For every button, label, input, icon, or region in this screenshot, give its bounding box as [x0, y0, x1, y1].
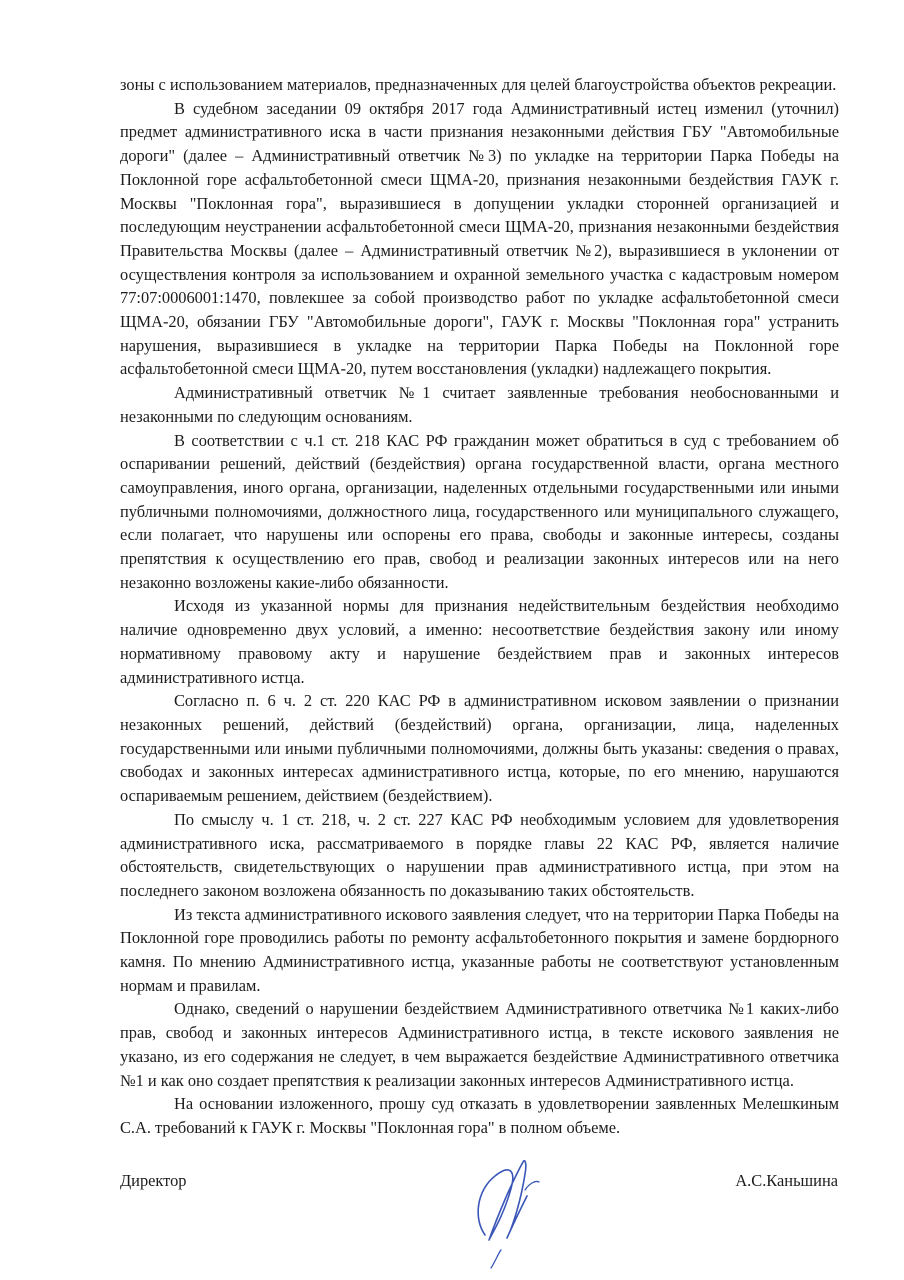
signatory-role: Директор — [120, 1171, 187, 1190]
paragraph-3: Административный ответчик №1 считает заявленные требования необоснованными и незаконными по следующим основаниям. — [120, 383, 839, 426]
paragraph-8: Из текста административного искового заявления следует, что на территории Парка Победы на Поклонной горе проводились работы по ремонту асфальтобетонного покрытия и замене бордюрного камня. По мнению Административного истца, указанные работы не соответствуют установленным нормам и правилам. — [120, 904, 839, 995]
paragraph-9: Однако, сведений о нарушении бездействием Административного ответчика №1 каких-либо прав, свобод и законных интересов Административного истца, в тексте искового заявления не указано, из его содержания не следует, в чем выражается бездействие Административного ответчика №1 и как оно создает препятствия к реализации законных интересов Административного истца. — [120, 999, 839, 1090]
handwritten-signature — [455, 1140, 565, 1270]
signatory-name: А.С.Каньшина — [735, 1171, 838, 1190]
paragraph-5: Исходя из указанной нормы для признания недействительным бездействия необходимо наличие одновременно двух условий, а именно: несоответствие бездействия закону или иному нормативному правовому акту и нарушение бездействием прав и законных интересов административного истца. — [120, 596, 839, 687]
paragraph-10: На основании изложенного, прошу суд отказать в удовлетворении заявленных Мелешкиным С.А. требований к ГАУК г. Москвы "Поклонная гора" в полном объеме. — [120, 1094, 839, 1137]
paragraph-6: Согласно п. 6 ч. 2 ст. 220 КАС РФ в административном исковом заявлении о признании незаконных решений, действий (бездействий) органа, организации, лица, наделенных государственными или иными публичными полномочиями, должны быть указаны: сведения о правах, свободах и законных интересах административного истца, которые, по его мнению, нарушаются оспариваемым решением, действием (бездействием). — [120, 691, 839, 806]
document-body — [120, 73, 839, 1140]
paragraph-4: В соответствии с ч.1 ст. 218 КАС РФ гражданин может обратиться в суд с требованием об оспаривании решений, действий (бездействия) органа государственной власти, органа местного самоуправления, иного органа, организации, наделенных отдельными государственными или иными публичными полномочиями, должностного лица, государственного или муниципального служащего, если полагает, что нарушены или оспорены его права, свободы и законные интересы, созданы препятствия к осуществлению его прав, свобод и реализации законных интересов или на него незаконно возложены какие-либо обязанности. — [120, 430, 839, 592]
paragraph-2: В судебном заседании 09 октября 2017 года Административный истец изменил (уточнил) предмет административного иска в части признания незаконными действия ГБУ "Автомобильные дороги" (далее – Административный ответчик №3) по укладке на территории Парка Победы на Поклонной горе асфальтобетонной смеси ЩМА-20, признания незаконными бездействия ГАУК г. Москвы "Поклонная гора", выразившиеся в допущении укладки сторонней организацией и последующим неустранении асфальтобетонной смеси ЩМА-20, признания незаконными бездействия Правительства Москвы (далее – Административный ответчик №2), выразившиеся в уклонении от осуществления контроля за использованием и охранной земельного участка с кадастровым номером 77:07:0006001:1470, повлекшее за собой производство работ по укладке асфальтобетонной смеси ЩМА-20, обязании ГБУ "Автомобильные дороги", ГАУК г. Москвы "Поклонная гора" устранить нарушения, выразившиеся в укладке на территории Парка Победы на Поклонной горе асфальтобетонной смеси ЩМА-20, путем восстановления (укладки) надлежащего покрытия. — [120, 98, 839, 379]
paragraph-7: По смыслу ч. 1 ст. 218, ч. 2 ст. 227 КАС РФ необходимым условием для удовлетворения административного иска, рассматриваемого в порядке главы 22 КАС РФ, является наличие обстоятельств, свидетельствующих о нарушении прав административного истца, при этом на последнего законом возложена обязанность по доказыванию таких обстоятельств. — [120, 809, 839, 900]
paragraph-1: зоны с использованием материалов, предназначенных для целей благоустройства объектов рекреации. — [120, 75, 837, 94]
